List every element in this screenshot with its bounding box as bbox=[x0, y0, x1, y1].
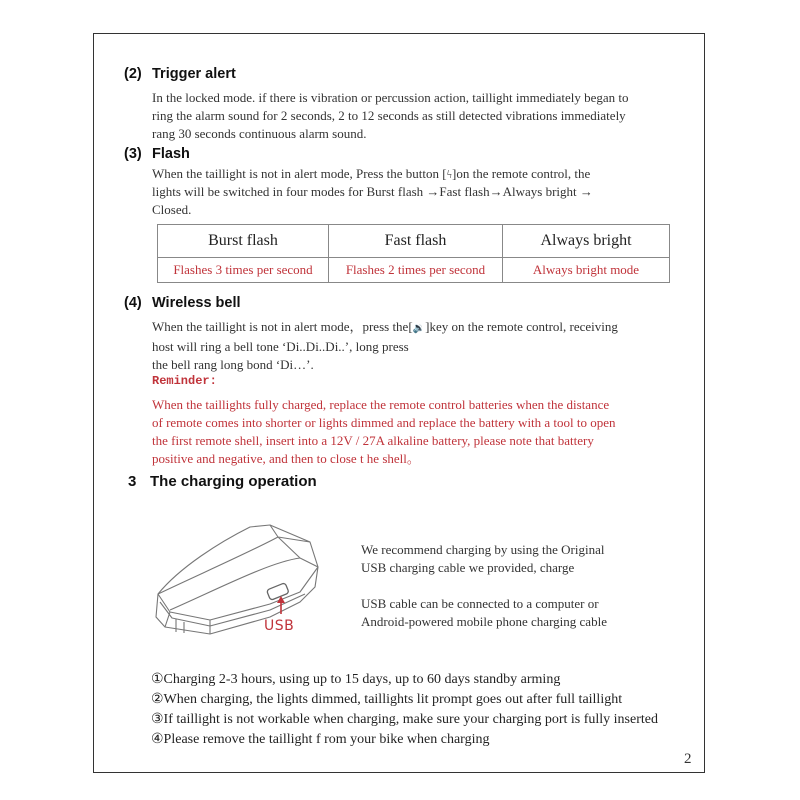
table-header-cell: Always bright bbox=[503, 225, 670, 258]
section-title: Trigger alert bbox=[152, 66, 236, 82]
text-span: When the taillight is not in alert mode，press the[ bbox=[152, 319, 413, 334]
flash-body bbox=[152, 165, 593, 219]
section-number: (3) bbox=[124, 146, 142, 162]
reminder-body bbox=[152, 396, 616, 468]
table-cell: Flashes 2 times per second bbox=[329, 258, 503, 283]
section-title: The charging operation bbox=[150, 473, 317, 490]
flash-button-icon: ϟ bbox=[446, 167, 453, 181]
text-span: ]on the remote control, the bbox=[452, 166, 591, 181]
text-line: ring the alarm sound for 2 seconds, 2 to 12 seconds as still detected vibrations immediately bbox=[152, 108, 626, 123]
taillight-icon bbox=[150, 522, 330, 644]
text-line: Closed. bbox=[152, 202, 192, 217]
table-cell: Always bright mode bbox=[503, 258, 670, 283]
table-cell: Flashes 3 times per second bbox=[158, 258, 329, 283]
charging-notes-list bbox=[151, 670, 658, 750]
list-item: ③If taillight is not workable when charging, make sure your charging port is fully inserted bbox=[151, 712, 658, 727]
section-number: 3 bbox=[128, 473, 137, 490]
text-span: When the taillight is not in alert mode, Press the button [ bbox=[152, 166, 447, 181]
charging-description-2 bbox=[361, 595, 607, 631]
section-title: Flash bbox=[152, 146, 190, 162]
trigger-alert-body bbox=[152, 89, 629, 143]
section-number: (4) bbox=[124, 295, 142, 311]
text-line: host will ring a bell tone ‘Di..Di..Di..’, long press bbox=[152, 339, 409, 354]
page-number: 2 bbox=[684, 751, 692, 767]
text-line: USB charging cable we provided, charge bbox=[361, 560, 575, 575]
section-title: Wireless bell bbox=[152, 295, 241, 311]
section-heading-wireless-bell bbox=[124, 295, 241, 311]
list-item: ④Please remove the taillight f rom your bike when charging bbox=[151, 732, 490, 747]
text-line: rang 30 seconds continuous alarm sound. bbox=[152, 126, 367, 141]
taillight-device-drawing bbox=[150, 522, 330, 644]
list-item: ①Charging 2-3 hours, using up to 15 days, up to 60 days standby arming bbox=[151, 672, 561, 687]
charging-description-1 bbox=[361, 541, 604, 577]
text-line: lights will be switched in four modes for Burst flash →Fast flash→Always bright → bbox=[152, 184, 593, 199]
usb-label: USB bbox=[264, 618, 295, 634]
reminder-label: Reminder: bbox=[152, 374, 217, 388]
text-line bbox=[152, 165, 593, 183]
text-line: When the taillights fully charged, replace the remote control batteries when the distance bbox=[152, 397, 610, 412]
wireless-bell-body bbox=[152, 318, 618, 374]
section-number: (2) bbox=[124, 66, 142, 82]
text-line: of remote comes into shorter or lights dimmed and replace the battery with a tool to open bbox=[152, 415, 616, 430]
text-line: In the locked mode. if there is vibration or percussion action, taillight immediately began to bbox=[152, 90, 629, 105]
text-line bbox=[152, 318, 618, 338]
table-row bbox=[158, 258, 670, 283]
text-line: Android-powered mobile phone charging cable bbox=[361, 614, 607, 629]
text-line: the bell rang long bond ‘Di…’. bbox=[152, 357, 314, 372]
text-line: USB cable can be connected to a computer or bbox=[361, 596, 599, 611]
section-heading-charging bbox=[128, 473, 317, 490]
text-line: We recommend charging by using the Original bbox=[361, 542, 605, 557]
table-header-row bbox=[158, 225, 670, 258]
text-span: ]key on the remote control, receiving bbox=[425, 319, 618, 334]
table-header-cell: Fast flash bbox=[329, 225, 503, 258]
speaker-icon: 🔉 bbox=[412, 323, 426, 334]
flash-modes-table bbox=[157, 224, 670, 283]
list-item: ②When charging, the lights dimmed, taillights lit prompt goes out after full taillight bbox=[151, 692, 623, 707]
table-header-cell: Burst flash bbox=[158, 225, 329, 258]
section-heading-trigger-alert bbox=[124, 66, 236, 82]
section-heading-flash bbox=[124, 146, 190, 162]
text-line: the first remote shell, insert into a 12V / 27A alkaline battery, please note that battery bbox=[152, 433, 594, 448]
text-line: positive and negative, and then to close t he shell。 bbox=[152, 451, 420, 466]
